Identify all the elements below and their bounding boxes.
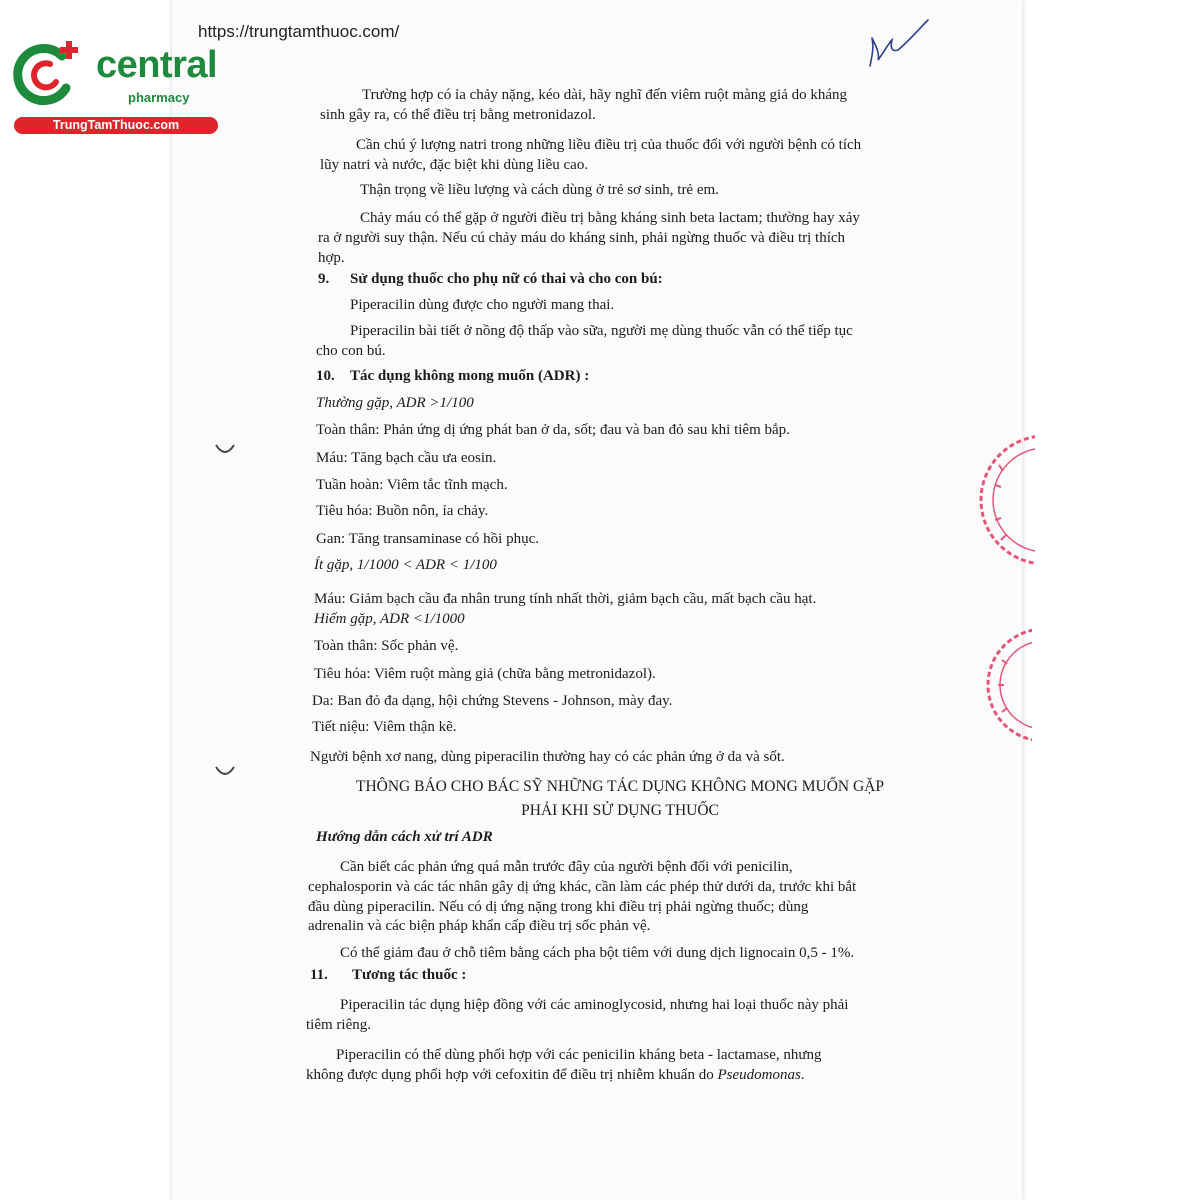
adr-item: Gan: Tăng transaminase có hồi phục.: [316, 531, 539, 547]
paragraph-line: ra ở người suy thận. Nếu cú chảy máu do kháng sinh, phải ngừng thuốc và điều trị thích: [318, 230, 846, 246]
notice-line: PHẢI KHI SỬ DỤNG THUỐC: [521, 802, 719, 819]
adr-item: Toàn thân: Sốc phản vệ.: [314, 638, 459, 654]
logo-wordmark: central: [96, 44, 218, 86]
section-number: 9.: [318, 271, 330, 287]
paragraph-line: Chảy máu có thể gặp ở người điều trị bằng kháng sinh beta lactam; thường hay xảy: [360, 210, 860, 226]
organism-name: Pseudomonas: [717, 1067, 801, 1083]
source-url[interactable]: https://trungtamthuoc.com/: [198, 22, 400, 41]
guide-title: Hướng dẫn cách xử trí ADR: [316, 829, 493, 845]
frequency-label: Hiếm gặp, ADR <1/1000: [314, 611, 465, 627]
section-title: Sử dụng thuốc cho phụ nữ có thai và cho con bú:: [350, 271, 663, 287]
adr-item: Máu: Giảm bạch cầu đa nhân trung tính nhất thời, giảm bạch cầu, mất bạch cầu hạt.: [314, 591, 817, 607]
paragraph-line: sinh gây ra, có thể điều trị bằng metronidazol.: [320, 107, 596, 123]
interaction-text: không được dụng phối hợp với cefoxitin để điều trị nhiễm khuẩn do: [306, 1067, 714, 1083]
paragraph-line: đầu dùng piperacilin. Nếu có dị ứng nặng trong khi điều trị phải ngừng thuốc; dùng: [308, 899, 809, 915]
paragraph-line: Piperacilin bài tiết ở nồng độ thấp vào sữa, người mẹ dùng thuốc vẫn có thể tiếp tục: [350, 323, 853, 339]
notice-line: THÔNG BÁO CHO BÁC SỸ NHỮNG TÁC DỤNG KHÔNG MONG MUỐN GẶP: [356, 778, 884, 795]
paragraph-line: cephalosporin và các tác nhân gây dị ứng khác, cần làm các phép thử dưới da, trước khi bắt: [308, 879, 857, 895]
paragraph-line: tiêm riêng.: [306, 1017, 371, 1033]
paragraph-line: Piperacilin có thể dùng phối hợp với các penicilin kháng beta - lactamase, nhưng: [336, 1047, 822, 1063]
paragraph-line: cho con bú.: [316, 343, 386, 359]
section-title: Tác dụng không mong muốn (ADR) :: [350, 368, 590, 384]
adr-item: Người bệnh xơ nang, dùng piperacilin thường hay có các phản ứng ở da và sốt.: [310, 749, 785, 765]
paragraph-line: [306, 1066, 805, 1084]
frequency-label: Thường gặp, ADR >1/100: [316, 395, 474, 411]
sentence-end: .: [800, 1067, 805, 1083]
logo-subtitle: pharmacy: [128, 90, 190, 105]
section-number: 11.: [310, 967, 328, 983]
section-number: 10.: [316, 368, 335, 384]
adr-item: Da: Ban đỏ đa dạng, hội chứng Stevens - Johnson, mày đay.: [312, 693, 673, 709]
paragraph-line: Thận trọng về liều lượng và cách dùng ở trẻ sơ sinh, trẻ em.: [360, 182, 719, 198]
adr-item: Máu: Tăng bạch cầu ưa eosin.: [316, 450, 497, 466]
paragraph-line: adrenalin và các biện pháp khẩn cấp điều trị sốc phản vệ.: [308, 918, 651, 934]
paragraph-line: Cần chú ý lượng natri trong những liều điều trị của thuốc đối với người bệnh có tích: [356, 137, 862, 153]
paragraph-line: Trường hợp có ỉa chảy nặng, kéo dài, hãy nghĩ đến viêm ruột màng giả do kháng: [362, 87, 848, 103]
adr-item: Tuần hoàn: Viêm tắc tĩnh mạch.: [316, 477, 508, 493]
paragraph-line: Cần biết các phản ứng quá mẫn trước đây của người bệnh đối với penicilin,: [340, 859, 793, 875]
adr-item: Tiết niệu: Viêm thận kẽ.: [312, 719, 457, 735]
paragraph-line: lũy natri và nước, đặc biệt khi dùng liều cao.: [320, 157, 589, 173]
adr-item: Tiêu hóa: Viêm ruột màng giả (chữa bằng metronidazol).: [314, 666, 656, 682]
section-title: Tương tác thuốc :: [352, 967, 467, 983]
adr-item: Toàn thân: Phản ứng dị ứng phát ban ở da, sốt; đau và ban đỏ sau khi tiêm bắp.: [316, 422, 790, 438]
paragraph-line: Có thể giảm đau ở chỗ tiêm bằng cách pha bột tiêm với dung dịch lignocain 0,5 - 1%.: [340, 945, 855, 961]
paragraph-line: hợp.: [318, 250, 345, 266]
paragraph-line: Piperacilin dùng được cho người mang thai.: [350, 297, 615, 313]
paragraph-line: Piperacilin tác dụng hiệp đồng với các aminoglycosid, nhưng hai loại thuốc này phải: [340, 997, 849, 1013]
frequency-label: Ít gặp, 1/1000 < ADR < 1/100: [314, 557, 497, 573]
adr-item: Tiêu hóa: Buồn nôn, ỉa chảy.: [316, 503, 489, 519]
logo-banner: TrungTamThuoc.com: [14, 117, 218, 134]
